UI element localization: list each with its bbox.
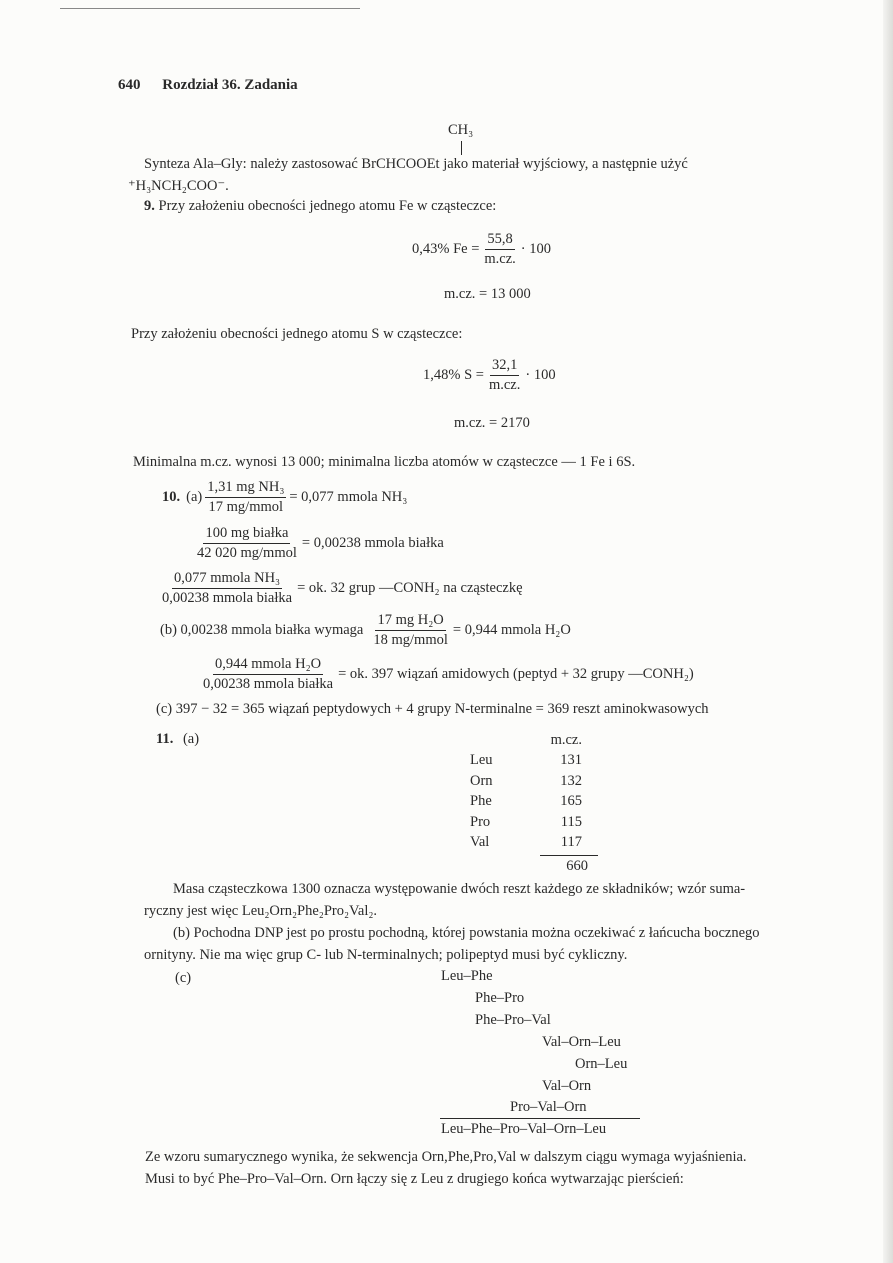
p11-final1: Ze wzoru sumarycznego wynika, że sekwencja Orn,Phe,Pro,Val w dalszym ciągu wymaga wyjaśnienia. [145, 1149, 747, 1165]
p10-b2-fraction [201, 656, 335, 693]
p11-final2: Musi to być Phe–Pro–Val–Orn. Orn łączy się z Leu z drugiego końca wytwarzając pierścień: [145, 1171, 684, 1187]
table-row [470, 812, 598, 833]
synthesis-line2: ⁺H₃NCH₂COO⁻. [128, 178, 229, 194]
ch3-label: CH₃ [448, 122, 474, 138]
p10-a3 [157, 570, 523, 607]
p10-a3-fraction [160, 570, 294, 607]
s-denominator: m.cz. [488, 377, 521, 393]
p11-a [156, 731, 199, 748]
chapter-title: Rozdział 36. Zadania [162, 77, 298, 93]
page-header [118, 77, 298, 94]
p10-a2-result: = 0,00238 mmola białka [301, 535, 444, 551]
fe-lhs: 0,43% Fe = [412, 241, 480, 257]
s-equation [423, 357, 556, 394]
fe-equation [412, 231, 551, 268]
table-row [470, 792, 598, 813]
p10-a2-numerator: 100 mg białka [203, 525, 290, 544]
synthesis-carbon: C [375, 156, 386, 172]
table-mw: 132 [560, 772, 582, 789]
fe-fraction [482, 231, 517, 268]
table-aa: Pro [470, 813, 491, 830]
fe-rhs: · 100 [520, 241, 552, 257]
s-result: m.cz. = 2170 [454, 415, 530, 431]
table-total: 660 [566, 858, 588, 874]
table-header-mcz: m.cz. [550, 731, 582, 748]
s-rhs: · 100 [525, 367, 556, 383]
p10-a3-result: = ok. 32 grup —CONH₂ na cząsteczkę [297, 580, 523, 596]
fragment: Phe–Pro–Val [475, 1012, 551, 1028]
table-row [470, 771, 598, 792]
table-mw: 117 [560, 834, 582, 851]
p10-a1-result: = 0,077 mmola NH₃ [289, 489, 408, 505]
synthesis-line1-post: HCOOEt jako materiał wyjściowy, a następnie użyć [385, 156, 688, 172]
table-aa: Phe [470, 793, 492, 810]
fragment: Leu–Phe [441, 968, 493, 984]
table-sum-rule [540, 855, 598, 856]
molar-mass-table [470, 730, 598, 875]
p10-a2 [192, 525, 444, 562]
page-edge-shadow [883, 0, 893, 1263]
p11-text1: Masa cząsteczkowa 1300 oznacza występowanie dwóch reszt każdego ze składników; wzór suma- [173, 881, 746, 897]
p10-a2-denominator: 42 020 mg/mmol [197, 545, 297, 561]
fragment: Orn–Leu [575, 1056, 628, 1072]
table-row [470, 833, 598, 854]
p10-b-result: = 0,944 mmola H₂O [452, 622, 571, 638]
problem-9-conclusion: Minimalna m.cz. wynosi 13 000; minimalna liczba atomów w cząsteczce — 1 Fe i 6S. [133, 454, 636, 470]
p10-a1-numerator: 1,31 mg NH₃ [205, 479, 286, 498]
ch3-bond [461, 141, 462, 155]
p10-a-label: (a) [186, 489, 203, 505]
p10-b-denominator: 18 mg/mmol [373, 632, 448, 648]
s-lhs: 1,48% S = [423, 367, 484, 383]
sequence-rule [440, 1118, 640, 1119]
p11-b1: (b) Pochodna DNP jest po prostu pochodną, której powstania można oczekiwać z łańcucha bocznego [173, 925, 760, 941]
synthesis-line1-pre: Synteza Ala–Gly: należy zastosować Br [144, 156, 376, 172]
fragment: Pro–Val–Orn [510, 1099, 587, 1115]
s-intro: Przy założeniu obecności jednego atomu S w cząsteczce: [131, 326, 463, 342]
table-aa: Val [470, 834, 490, 851]
full-sequence: Leu–Phe–Pro–Val–Orn–Leu [441, 1121, 607, 1137]
top-rule [60, 8, 360, 9]
s-numerator: 32,1 [490, 357, 519, 376]
p10-b2-numerator: 0,944 mmola H₂O [213, 656, 323, 675]
p10-b2-denominator: 0,00238 mmola białka [203, 676, 334, 692]
p10-a3-numerator: 0,077 mmola NH₃ [172, 570, 282, 589]
p11-c-label: (c) [175, 970, 192, 986]
page-number: 640 [118, 77, 141, 93]
problem-9-intro-text: Przy założeniu obecności jednego atomu Fe w cząsteczce: [158, 198, 497, 214]
s-fraction [487, 357, 522, 394]
p11-a-label: (a) [182, 731, 200, 747]
table-row [470, 751, 598, 772]
p10-b-prefix: (b) 0,00238 mmola białka wymaga [160, 622, 364, 638]
p10-a1-denominator: 17 mg/mmol [208, 499, 284, 515]
table-mw: 131 [560, 752, 582, 769]
table-aa: Orn [470, 772, 493, 789]
fragment: Val–Orn [542, 1078, 592, 1094]
p10-a1-fraction [205, 479, 286, 516]
fragment: Val–Orn–Leu [542, 1034, 621, 1050]
table-mw: 115 [560, 813, 582, 830]
synthesis-line1 [144, 156, 688, 173]
p10-b2-result: = ok. 397 wiązań amidowych (peptyd + 32 grupy —CONH₂) [338, 666, 694, 682]
p10-c: (c) 397 − 32 = 365 wiązań peptydowych + 4 grupy N-terminalne = 369 reszt aminokwasowych [156, 701, 709, 717]
table-mw: 165 [560, 793, 582, 810]
problem-11-number: 11. [156, 731, 174, 747]
p10-b-numerator: 17 mg H₂O [375, 612, 445, 631]
p10-a2-fraction [195, 525, 299, 562]
p10-b2 [198, 656, 694, 693]
fragment: Phe–Pro [475, 990, 525, 1006]
problem-10-number: 10. [162, 489, 181, 505]
fe-numerator: 55,8 [485, 231, 514, 250]
p11-b2: ornityny. Nie ma więc grup C- lub N-terminalnych; polipeptyd musi być cykliczny. [144, 947, 628, 963]
p11-text2: ryczny jest więc Leu₂Orn₂Phe₂Pro₂Val₂. [144, 903, 378, 919]
table-aa: Leu [470, 752, 493, 769]
p10-b1 [160, 612, 571, 649]
p10-b-fraction [371, 612, 450, 649]
problem-9-intro [144, 198, 496, 215]
fe-result: m.cz. = 13 000 [444, 286, 531, 302]
p10-a3-denominator: 0,00238 mmola białka [162, 590, 293, 606]
fe-denominator: m.cz. [484, 251, 516, 267]
p10-a1 [162, 479, 407, 516]
problem-9-number: 9. [144, 198, 155, 214]
